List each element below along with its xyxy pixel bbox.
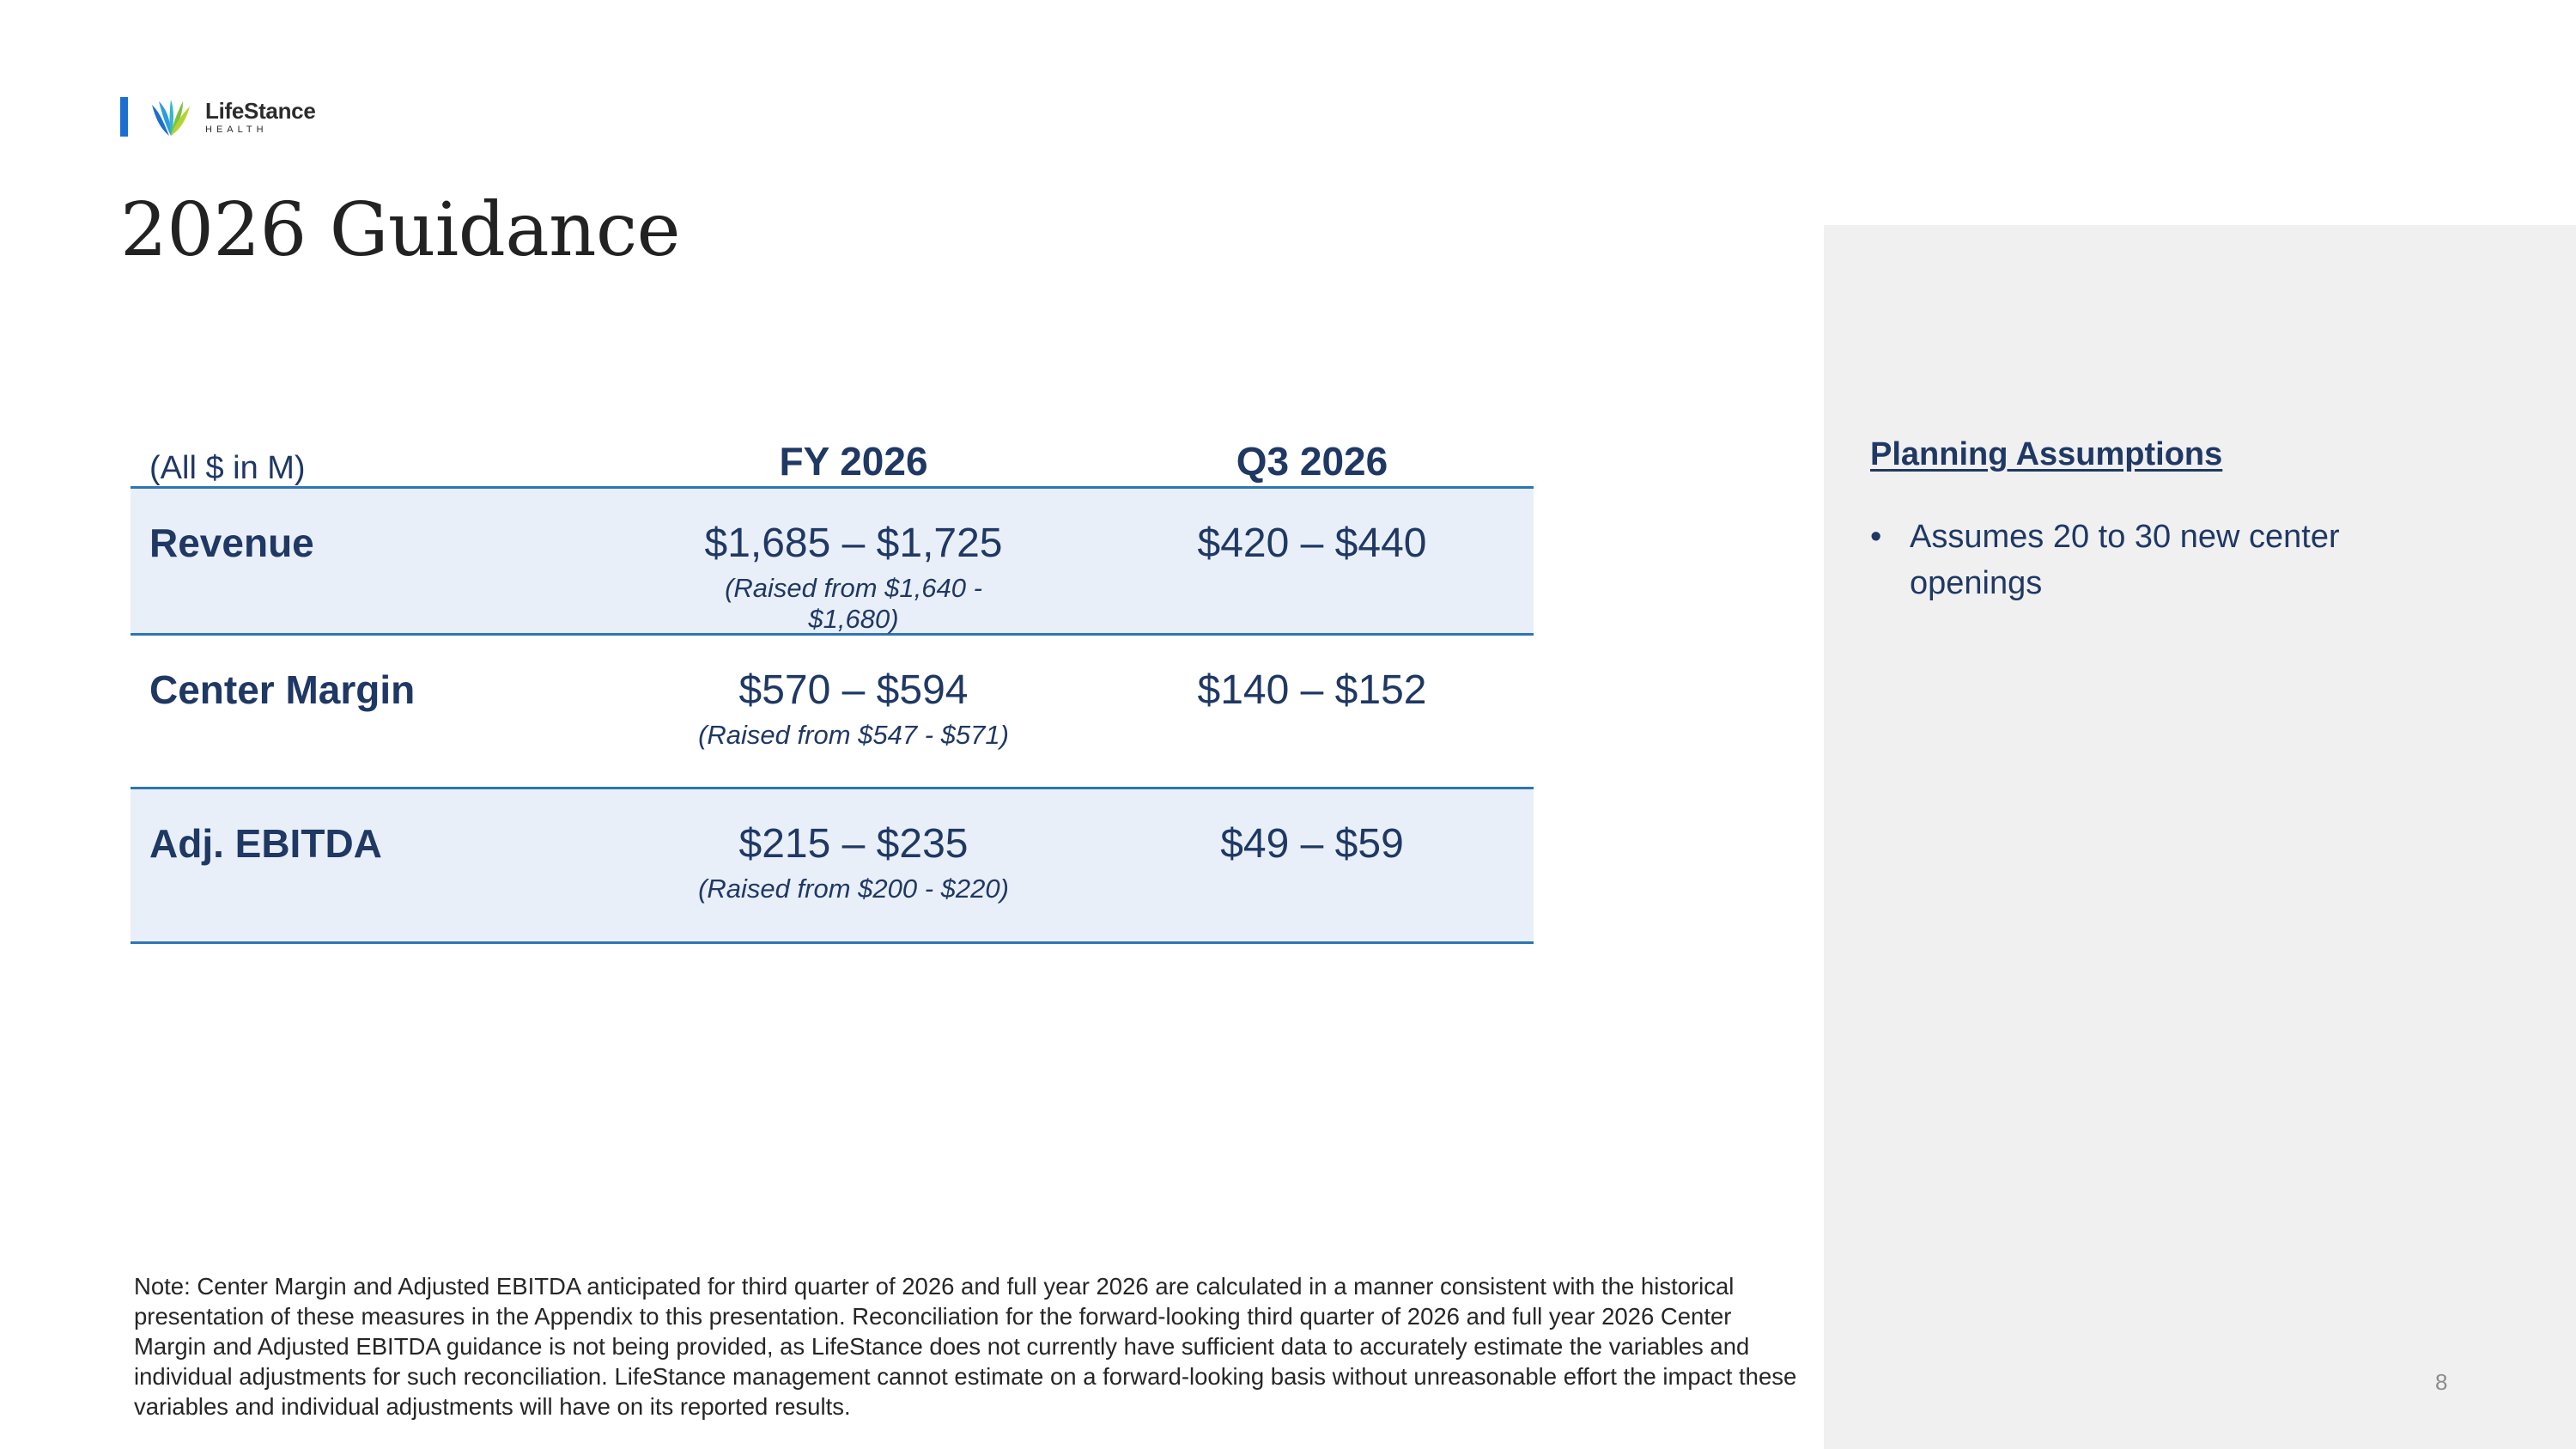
q3-value: $140 – $152 [1197, 667, 1427, 713]
fy-value: $570 – $594 [738, 667, 969, 713]
row-label: Adj. EBITDA [149, 821, 382, 866]
planning-assumptions-panel [1824, 225, 2576, 1449]
logo-name: LifeStance [205, 97, 316, 124]
column-header-fy-2026: FY 2026 [779, 439, 928, 484]
guidance-table [131, 429, 1534, 944]
page-title: 2026 Guidance [120, 187, 681, 273]
lifestance-logo-icon [147, 93, 195, 141]
fy-raised-note: (Raised from $547 - $571) [698, 720, 1009, 750]
fy-value: $215 – $235 [738, 821, 969, 867]
logo-subtitle: HEALTH [205, 124, 268, 135]
q3-value: $49 – $59 [1220, 821, 1404, 867]
table-row-adj-ebitda [131, 789, 1534, 944]
q3-value: $420 – $440 [1197, 521, 1427, 566]
list-item [1870, 514, 2403, 606]
fy-value: $1,685 – $1,725 [704, 521, 1003, 566]
company-logo [120, 93, 316, 141]
table-row-revenue [131, 489, 1534, 636]
table-row-center-margin [131, 636, 1534, 789]
logo-accent-bar [120, 97, 128, 137]
assumptions-list [1870, 514, 2403, 606]
unit-label: (All $ in M) [149, 450, 306, 486]
fy-raised-note: (Raised from $200 - $220) [698, 874, 1009, 904]
column-header-q3-2026: Q3 2026 [1236, 439, 1388, 484]
fy-raised-note: (Raised from $1,640 - $1,680) [725, 573, 982, 634]
bullet-icon: • [1870, 519, 1882, 555]
footnote: Note: Center Margin and Adjusted EBITDA anticipated for third quarter of 2026 and full year 2026 are calculated in a manner consistent with the historical presentation of these measures in the Appendix to this presentation. Reconciliation for the forward-looking third quarter of 2026 and full year 2026 Center Margin and Adjusted EBITDA guidance is not being provided, as LifeStance does not currently have sufficient data to accurately estimate the variables and individual adjustments for such reconciliation. LifeStance management cannot estimate on a forward-looking basis without unreasonable effort the impact these variables and individual adjustments will have on its reported results. [134, 1273, 1797, 1420]
page-number: 8 [2435, 1369, 2448, 1395]
planning-assumptions-title: Planning Assumptions [1870, 436, 2223, 472]
row-label: Center Margin [149, 667, 416, 712]
assumption-text: Assumes 20 to 30 new center openings [1910, 519, 2340, 601]
table-header [131, 429, 1534, 489]
row-label: Revenue [149, 521, 314, 565]
